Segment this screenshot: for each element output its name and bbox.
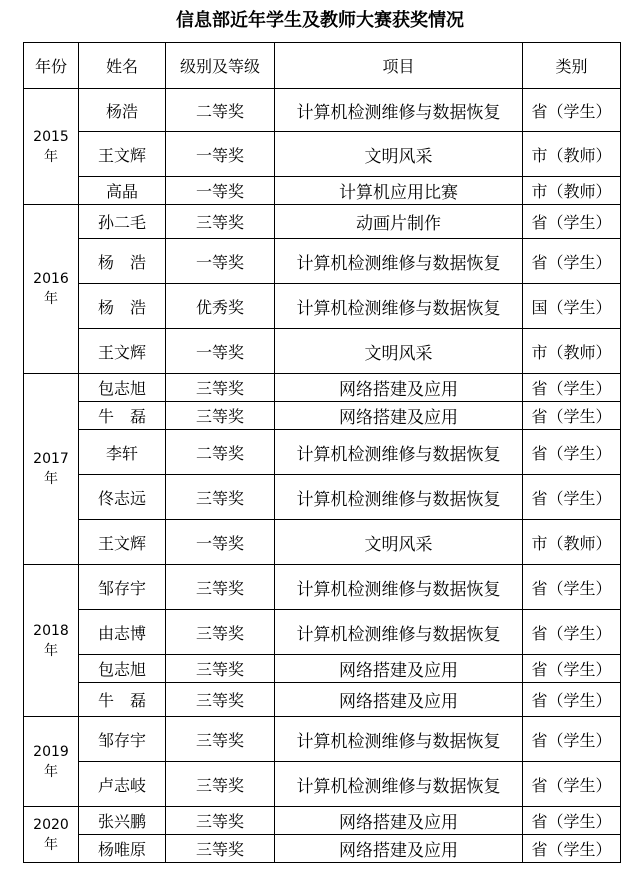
header-row	[24, 43, 621, 89]
name-cell: 牛 磊	[79, 683, 166, 717]
level-cell: 三等奖	[166, 565, 275, 610]
level-cell: 三等奖	[166, 807, 275, 835]
project-cell: 网络搭建及应用	[275, 835, 523, 863]
name-cell: 杨 浩	[79, 239, 166, 284]
table-row	[24, 683, 621, 717]
table-row	[24, 239, 621, 284]
year-cell	[24, 717, 79, 807]
name-cell: 包志旭	[79, 655, 166, 683]
category-cell: 省（学生）	[523, 762, 621, 807]
project-cell: 网络搭建及应用	[275, 807, 523, 835]
table-row	[24, 565, 621, 610]
year-suffix: 年	[44, 291, 58, 307]
name-cell: 王文辉	[79, 132, 166, 177]
year-value: 2020	[33, 816, 69, 833]
table-row	[24, 717, 621, 762]
year-value: 2016	[33, 271, 69, 287]
category-cell: 省（学生）	[523, 565, 621, 610]
name-cell: 牛 磊	[79, 402, 166, 430]
name-cell: 杨浩	[79, 89, 166, 132]
header-name: 姓名	[79, 43, 166, 89]
category-cell: 省（学生）	[523, 655, 621, 683]
level-cell: 三等奖	[166, 762, 275, 807]
name-cell: 高晶	[79, 177, 166, 205]
table-row	[24, 329, 621, 374]
year-cell	[24, 374, 79, 565]
category-cell: 省（学生）	[523, 205, 621, 239]
year-suffix: 年	[44, 471, 58, 487]
table-body	[24, 89, 621, 863]
level-cell: 三等奖	[166, 717, 275, 762]
category-cell: 市（教师）	[523, 132, 621, 177]
category-cell: 省（学生）	[523, 430, 621, 475]
level-cell: 一等奖	[166, 329, 275, 374]
name-cell: 杨 浩	[79, 284, 166, 329]
name-cell: 邹存宇	[79, 565, 166, 610]
year-cell	[24, 89, 79, 205]
table-row	[24, 475, 621, 520]
category-cell: 省（学生）	[523, 475, 621, 520]
level-cell: 三等奖	[166, 205, 275, 239]
year-cell	[24, 205, 79, 374]
project-cell: 网络搭建及应用	[275, 655, 523, 683]
category-cell: 省（学生）	[523, 717, 621, 762]
category-cell: 省（学生）	[523, 89, 621, 132]
table-row	[24, 430, 621, 475]
year-suffix: 年	[44, 642, 58, 659]
table-row	[24, 284, 621, 329]
header-category: 类别	[523, 43, 621, 89]
category-cell: 市（教师）	[523, 520, 621, 565]
level-cell: 优秀奖	[166, 284, 275, 329]
level-cell: 三等奖	[166, 835, 275, 863]
project-cell: 计算机检测维修与数据恢复	[275, 762, 523, 807]
table-row	[24, 835, 621, 863]
table-row	[24, 520, 621, 565]
year-suffix: 年	[44, 763, 58, 780]
year-cell	[24, 565, 79, 717]
category-cell: 省（学生）	[523, 610, 621, 655]
table-row	[24, 610, 621, 655]
category-cell: 省（学生）	[523, 835, 621, 863]
header-level: 级别及等级	[166, 43, 275, 89]
header-year: 年份	[24, 43, 79, 89]
project-cell: 计算机检测维修与数据恢复	[275, 475, 523, 520]
table-row	[24, 177, 621, 205]
project-cell: 文明风采	[275, 132, 523, 177]
name-cell: 卢志岐	[79, 762, 166, 807]
table-row	[24, 402, 621, 430]
header-project: 项目	[275, 43, 523, 89]
year-cell	[24, 807, 79, 863]
category-cell: 省（学生）	[523, 239, 621, 284]
project-cell: 计算机检测维修与数据恢复	[275, 89, 523, 132]
category-cell: 省（学生）	[523, 807, 621, 835]
level-cell: 三等奖	[166, 610, 275, 655]
project-cell: 计算机应用比赛	[275, 177, 523, 205]
year-value: 2019	[33, 743, 69, 760]
name-cell: 王文辉	[79, 520, 166, 565]
table-row	[24, 89, 621, 132]
level-cell: 三等奖	[166, 475, 275, 520]
level-cell: 一等奖	[166, 520, 275, 565]
level-cell: 三等奖	[166, 374, 275, 402]
year-value: 2018	[33, 622, 69, 639]
level-cell: 一等奖	[166, 132, 275, 177]
table-row	[24, 762, 621, 807]
level-cell: 三等奖	[166, 683, 275, 717]
project-cell: 计算机检测维修与数据恢复	[275, 565, 523, 610]
project-cell: 计算机检测维修与数据恢复	[275, 717, 523, 762]
table-row	[24, 655, 621, 683]
project-cell: 网络搭建及应用	[275, 683, 523, 717]
name-cell: 邹存宇	[79, 717, 166, 762]
project-cell: 动画片制作	[275, 205, 523, 239]
year-value: 2015	[33, 128, 69, 145]
name-cell: 佟志远	[79, 475, 166, 520]
table-row	[24, 205, 621, 239]
level-cell: 一等奖	[166, 239, 275, 284]
level-cell: 三等奖	[166, 402, 275, 430]
category-cell: 市（教师）	[523, 329, 621, 374]
project-cell: 计算机检测维修与数据恢复	[275, 284, 523, 329]
category-cell: 省（学生）	[523, 683, 621, 717]
level-cell: 二等奖	[166, 430, 275, 475]
level-cell: 二等奖	[166, 89, 275, 132]
project-cell: 网络搭建及应用	[275, 402, 523, 430]
project-cell: 文明风采	[275, 520, 523, 565]
project-cell: 计算机检测维修与数据恢复	[275, 430, 523, 475]
name-cell: 孙二毛	[79, 205, 166, 239]
name-cell: 由志博	[79, 610, 166, 655]
project-cell: 网络搭建及应用	[275, 374, 523, 402]
table-row	[24, 374, 621, 402]
year-suffix: 年	[44, 148, 58, 165]
awards-table	[23, 42, 621, 863]
category-cell: 省（学生）	[523, 402, 621, 430]
name-cell: 张兴鹏	[79, 807, 166, 835]
name-cell: 王文辉	[79, 329, 166, 374]
year-value: 2017	[33, 451, 69, 467]
project-cell: 文明风采	[275, 329, 523, 374]
year-suffix: 年	[44, 836, 58, 853]
table-row	[24, 132, 621, 177]
category-cell: 市（教师）	[523, 177, 621, 205]
category-cell: 省（学生）	[523, 374, 621, 402]
category-cell: 国（学生）	[523, 284, 621, 329]
project-cell: 计算机检测维修与数据恢复	[275, 610, 523, 655]
name-cell: 杨唯原	[79, 835, 166, 863]
project-cell: 计算机检测维修与数据恢复	[275, 239, 523, 284]
level-cell: 三等奖	[166, 655, 275, 683]
level-cell: 一等奖	[166, 177, 275, 205]
name-cell: 包志旭	[79, 374, 166, 402]
document-title: 信息部近年学生及教师大赛获奖情况	[176, 10, 464, 31]
table-row	[24, 807, 621, 835]
name-cell: 李轩	[79, 430, 166, 475]
